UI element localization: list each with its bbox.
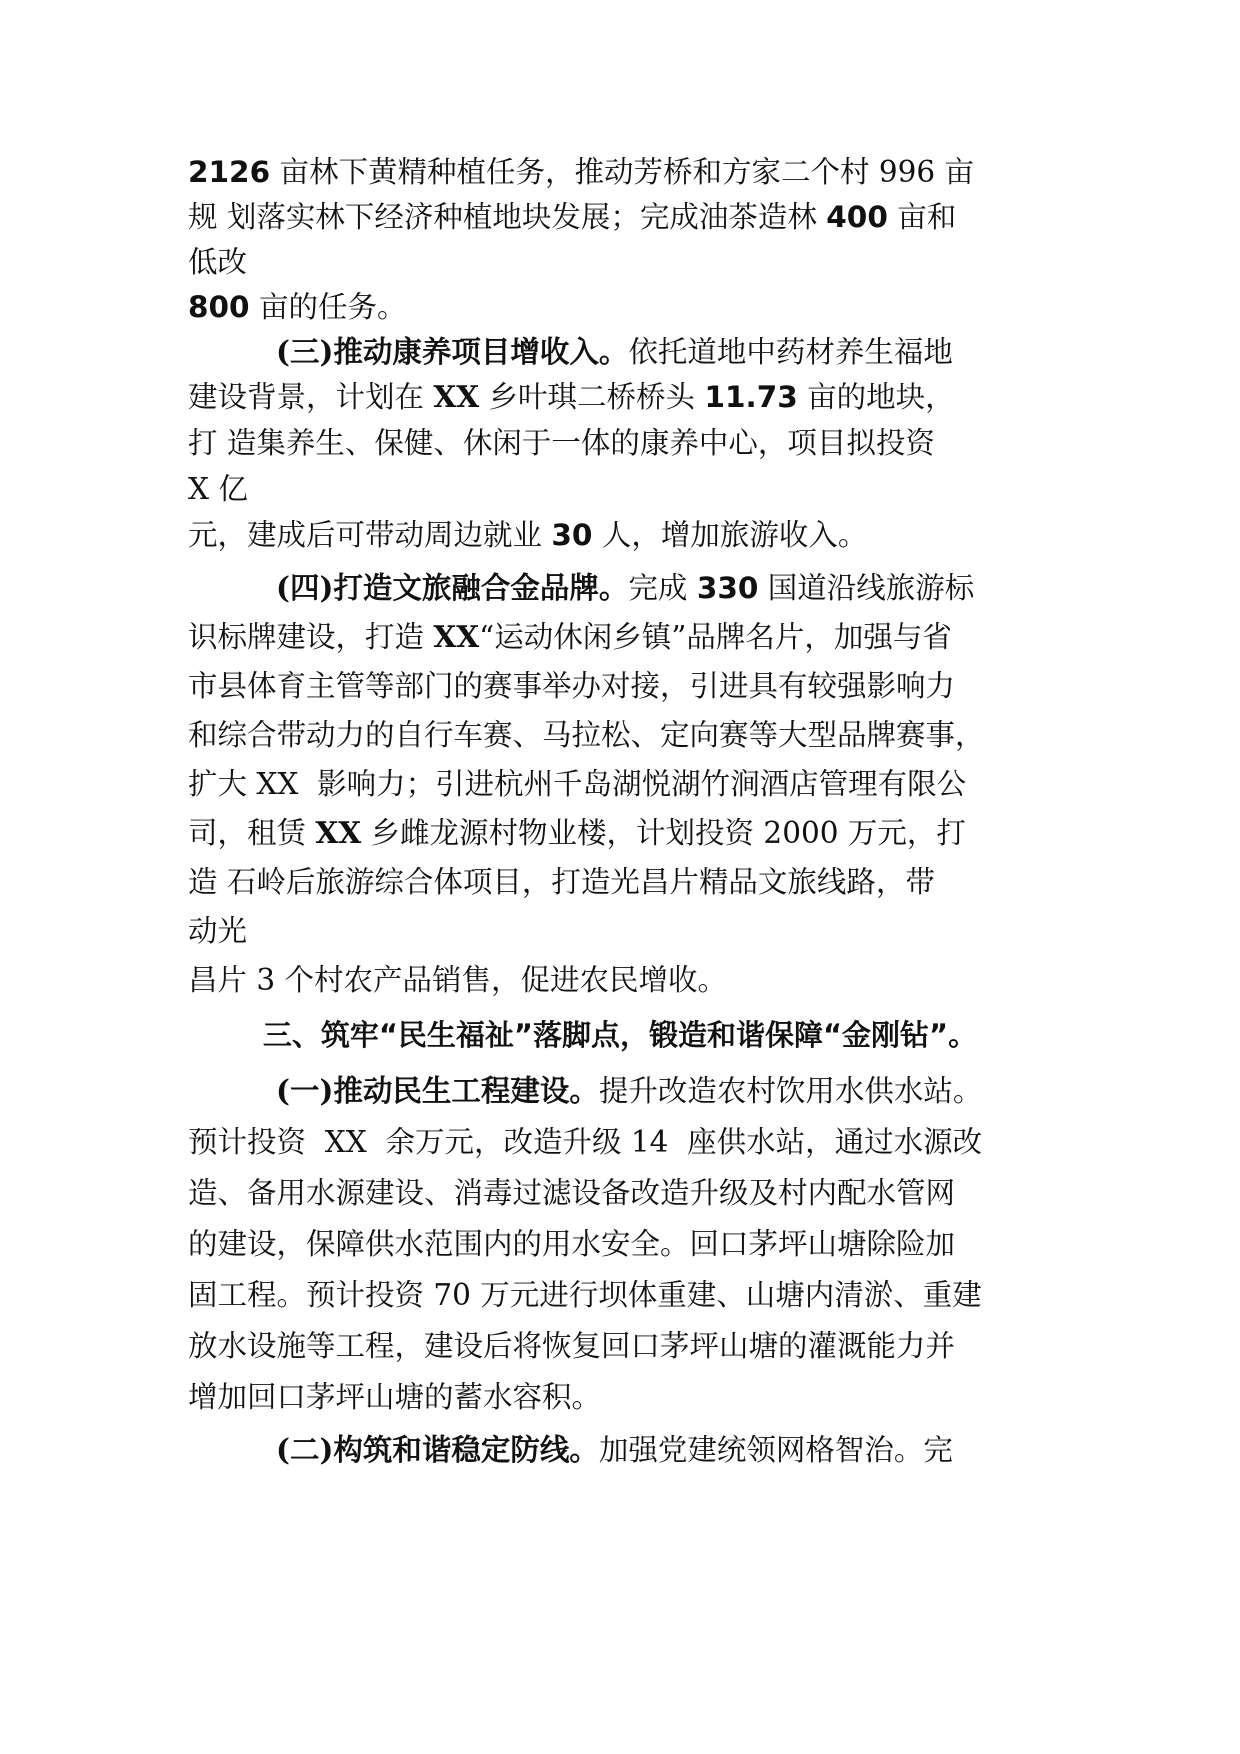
body-text: 识标牌建设，打造	[188, 620, 434, 654]
body-text: 提升改造农村饮用水供水站。	[598, 1074, 983, 1108]
number-text: 400	[826, 200, 888, 234]
body-text: 乡雌龙源村物业楼，计划投资 2000 万元，打	[361, 816, 966, 850]
body-text: 市县体育主管等部门的赛事举办对接，引进具有较强影响力	[188, 669, 956, 703]
paragraph-line	[188, 759, 966, 809]
body-text: 固工程。预计投资 70 万元进行坝体重建、山塘内清淤、重建	[188, 1278, 982, 1312]
paragraph-line	[188, 661, 955, 711]
body-text: 乡叶琪二桥桥头	[479, 380, 705, 414]
body-text: 亩林下黄精种植任务，推动芳桥和方家二个村 996 亩	[270, 155, 975, 189]
body-text: 预计投资 XX 余万元，改造升级 14 座供水站，通过水源改	[188, 1125, 983, 1159]
body-text: 打 造集养生、保健、休闲于一体的康养中心，项目拟投资	[188, 426, 935, 460]
paragraph-line	[276, 563, 974, 613]
paragraph-line	[188, 1372, 601, 1422]
body-text: 扩大 XX 影响力；引进杭州千岛湖悦湖竹涧酒店管理有限公	[188, 767, 967, 801]
body-text: 元，建成后可带动周边就业	[188, 518, 552, 552]
number-text: 800	[188, 290, 250, 324]
body-text: 动光	[188, 914, 248, 948]
section-heading: 三、筑牢“民生福祉”落脚点，锻造和谐保障“金刚钻”。	[262, 1018, 978, 1052]
paragraph-line	[188, 510, 867, 560]
paragraph-line	[188, 1270, 982, 1320]
paragraph-line	[188, 808, 966, 858]
body-text: 建设背景，计划在	[188, 380, 434, 414]
paragraph-line	[188, 1168, 955, 1218]
paragraph-line	[188, 857, 935, 907]
number-text: 11.73	[704, 380, 798, 414]
body-text: 亩和	[887, 200, 957, 234]
body-text: 规 划落实林下经济种植地块发展；完成油茶造林	[188, 200, 827, 234]
paragraph-line	[188, 710, 985, 760]
body-text: 造、备用水源建设、消毒过滤设备改造升级及村内配水管网	[188, 1176, 956, 1210]
paragraph-line	[188, 464, 248, 514]
subsection-lead: (三)推动康养项目增收入。	[276, 334, 629, 369]
paragraph-line	[276, 1066, 982, 1116]
body-text: 低改	[188, 245, 248, 279]
body-text: 和综合带动力的自行车赛、马拉松、定向赛等大型品牌赛事，	[188, 718, 985, 752]
body-text: “运动休闲乡镇”品牌名片，加强与省	[479, 620, 952, 654]
body-text: 昌片 3 个村农产品销售，促进农民增收。	[188, 963, 728, 997]
paragraph-line	[188, 282, 406, 332]
body-text: 放水设施等工程，建设后将恢复回口茅坪山塘的灌溉能力并	[188, 1329, 956, 1363]
number-text: XX	[433, 379, 480, 414]
body-text: 亩的地块，	[797, 380, 955, 414]
paragraph-line	[188, 612, 952, 662]
number-text: XX	[433, 619, 480, 654]
body-text: 亩的任务。	[249, 290, 407, 324]
subsection-lead: (一)推动民生工程建设。	[276, 1073, 599, 1108]
paragraph-line	[188, 192, 956, 242]
number-text: 2126	[188, 155, 271, 189]
body-text: 人，增加旅游收入。	[592, 518, 868, 552]
number-text: 330	[696, 571, 759, 605]
paragraph-line	[188, 237, 247, 287]
number-text: XX	[315, 815, 362, 850]
number-text: 30	[551, 518, 593, 552]
body-text: 的建设，保障供水范围内的用水安全。回口茅坪山塘除险加	[188, 1227, 956, 1261]
paragraph-line	[188, 1117, 982, 1167]
paragraph-line	[188, 147, 974, 197]
paragraph-line	[188, 955, 727, 1005]
paragraph-line	[188, 1321, 955, 1371]
body-text: 国道沿线旅游标	[758, 571, 975, 605]
paragraph-line	[188, 906, 247, 956]
body-text: 加强党建统领网格智治。完	[598, 1433, 953, 1467]
body-text: 增加回口茅坪山塘的蓄水容积。	[188, 1380, 602, 1414]
body-text: 依托道地中药材养生福地	[628, 335, 953, 369]
paragraph-line	[188, 418, 935, 468]
body-text: 造 石岭后旅游综合体项目，打造光昌片精品文旅线路，带	[188, 865, 935, 899]
paragraph-line	[276, 327, 953, 377]
paragraph-line	[276, 1425, 953, 1475]
paragraph-line	[188, 372, 955, 422]
subsection-lead: (四)打造文旅融合金品牌。	[276, 570, 629, 605]
body-text: 司，租赁	[188, 816, 316, 850]
paragraph-line	[188, 1219, 955, 1269]
body-text: X 亿	[188, 472, 248, 506]
body-text: 完成	[628, 571, 697, 605]
subsection-lead: (二)构筑和谐稳定防线。	[276, 1432, 599, 1467]
